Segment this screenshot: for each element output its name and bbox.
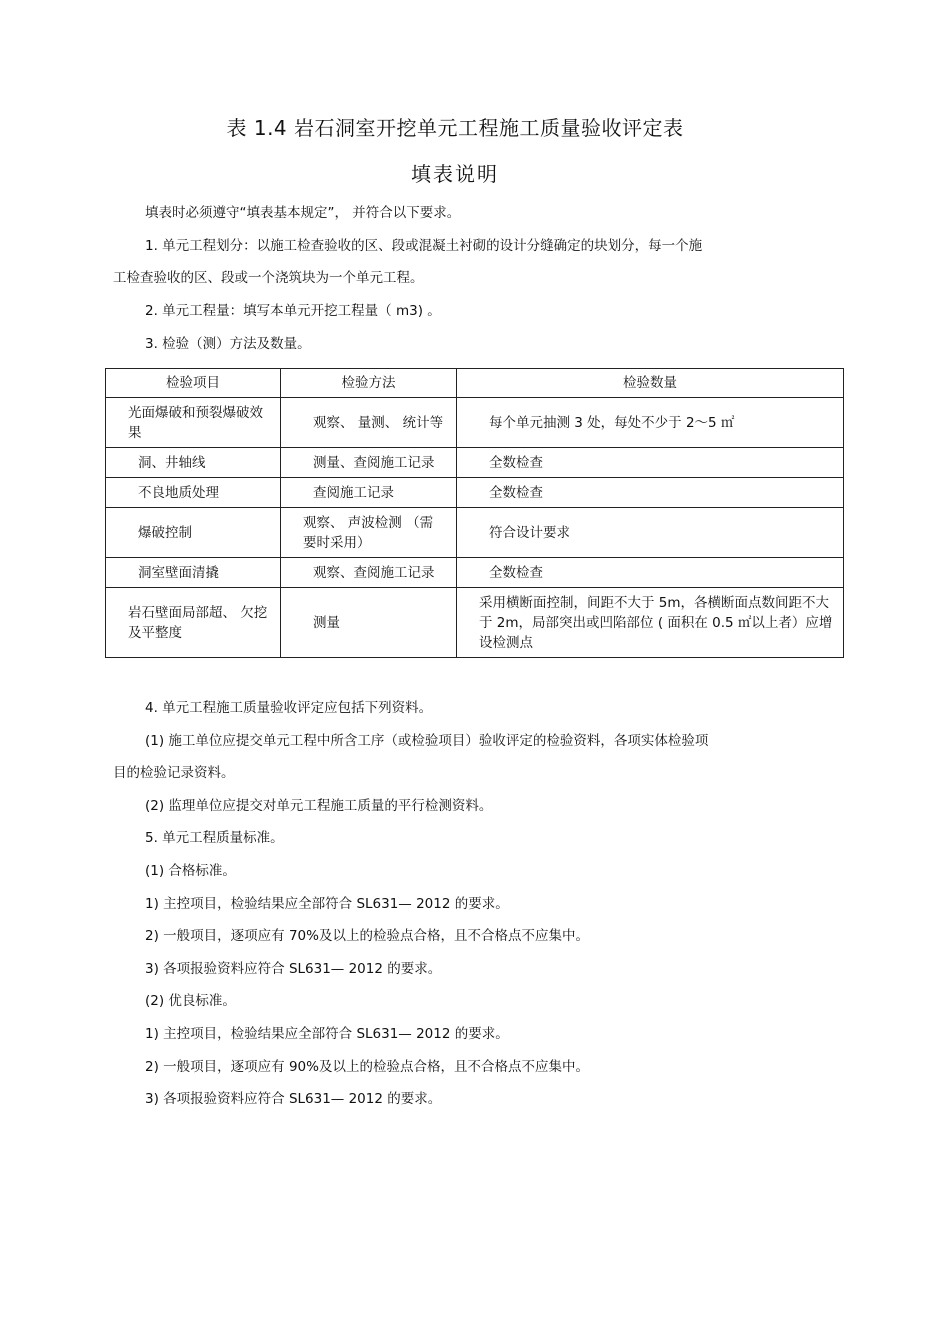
table-row: [106, 448, 844, 478]
table-row: [106, 588, 844, 658]
row-method: 观察、 声波检测 （需要时采用）: [281, 508, 457, 558]
table-header-row: [106, 369, 844, 398]
item1-line2: 工检查验收的区、段或一个浇筑块为一个单元工程。: [113, 270, 424, 286]
row-method: 测量、查阅施工记录: [281, 448, 457, 478]
item5-paragraph: 5. 单元工程质量标准。: [145, 830, 284, 846]
header-item: 检验项目: [106, 369, 281, 398]
row-method: 查阅施工记录: [281, 478, 457, 508]
row-item: 岩石壁面局部超、 欠挖及平整度: [106, 588, 281, 658]
excellent-standard-title: (2) 优良标准。: [145, 993, 236, 1009]
pass-standard-1: 1) 主控项目，检验结果应全部符合 SL631— 2012 的要求。: [145, 896, 509, 912]
item3-paragraph: 3. 检验（测）方法及数量。: [145, 336, 311, 352]
row-quantity: 采用横断面控制，间距不大于 5m，各横断面点数间距不大于 2m，局部突出或凹陷部位 ( 面积在 0.5 ㎡以上者）应增设检测点: [457, 588, 844, 658]
row-quantity: 每个单元抽测 3 处，每处不少于 2～5 ㎡: [457, 398, 844, 448]
header-quantity: 检验数量: [457, 369, 844, 398]
item1-line1: 1. 单元工程划分：以施工检查验收的区、段或混凝土衬砌的设计分缝确定的块划分，每一个施: [145, 238, 703, 254]
row-item: 光面爆破和预裂爆破效果: [106, 398, 281, 448]
row-method: 观察、 量测、 统计等: [281, 398, 457, 448]
item4-paragraph: 4. 单元工程施工质量验收评定应包括下列资料。: [145, 700, 433, 716]
item4-1-line1: (1) 施工单位应提交单元工程中所含工序（或检验项目）验收评定的检验资料，各项实体检验项: [145, 733, 709, 749]
page-subtitle: 填表说明: [411, 162, 499, 186]
row-quantity: 全数检查: [457, 558, 844, 588]
row-item: 不良地质处理: [106, 478, 281, 508]
inspection-method-table: [105, 368, 844, 658]
row-quantity: 符合设计要求: [457, 508, 844, 558]
pass-standard-title: (1) 合格标准。: [145, 863, 236, 879]
row-quantity: 全数检查: [457, 448, 844, 478]
row-method: 观察、查阅施工记录: [281, 558, 457, 588]
intro-paragraph: 填表时必须遵守“填表基本规定”， 并符合以下要求。: [145, 205, 461, 221]
page-title: 表 1.4 岩石洞室开挖单元工程施工质量验收评定表: [226, 116, 684, 140]
row-item: 洞室壁面清撬: [106, 558, 281, 588]
item2-paragraph: 2. 单元工程量：填写本单元开挖工程量（ m3) 。: [145, 303, 441, 319]
row-method: 测量: [281, 588, 457, 658]
pass-standard-3: 3) 各项报验资料应符合 SL631— 2012 的要求。: [145, 961, 442, 977]
table-row: [106, 478, 844, 508]
table-row: [106, 558, 844, 588]
item4-1-line2: 目的检验记录资料。: [113, 765, 235, 781]
excellent-standard-2: 2) 一般项目，逐项应有 90%及以上的检验点合格，且不合格点不应集中。: [145, 1059, 589, 1075]
table-row: [106, 508, 844, 558]
row-item: 爆破控制: [106, 508, 281, 558]
header-method: 检验方法: [281, 369, 457, 398]
row-quantity: 全数检查: [457, 478, 844, 508]
excellent-standard-1: 1) 主控项目，检验结果应全部符合 SL631— 2012 的要求。: [145, 1026, 509, 1042]
excellent-standard-3: 3) 各项报验资料应符合 SL631— 2012 的要求。: [145, 1091, 442, 1107]
table-row: [106, 398, 844, 448]
pass-standard-2: 2) 一般项目，逐项应有 70%及以上的检验点合格，且不合格点不应集中。: [145, 928, 589, 944]
item4-2-paragraph: (2) 监理单位应提交对单元工程施工质量的平行检测资料。: [145, 798, 493, 814]
row-item: 洞、井轴线: [106, 448, 281, 478]
